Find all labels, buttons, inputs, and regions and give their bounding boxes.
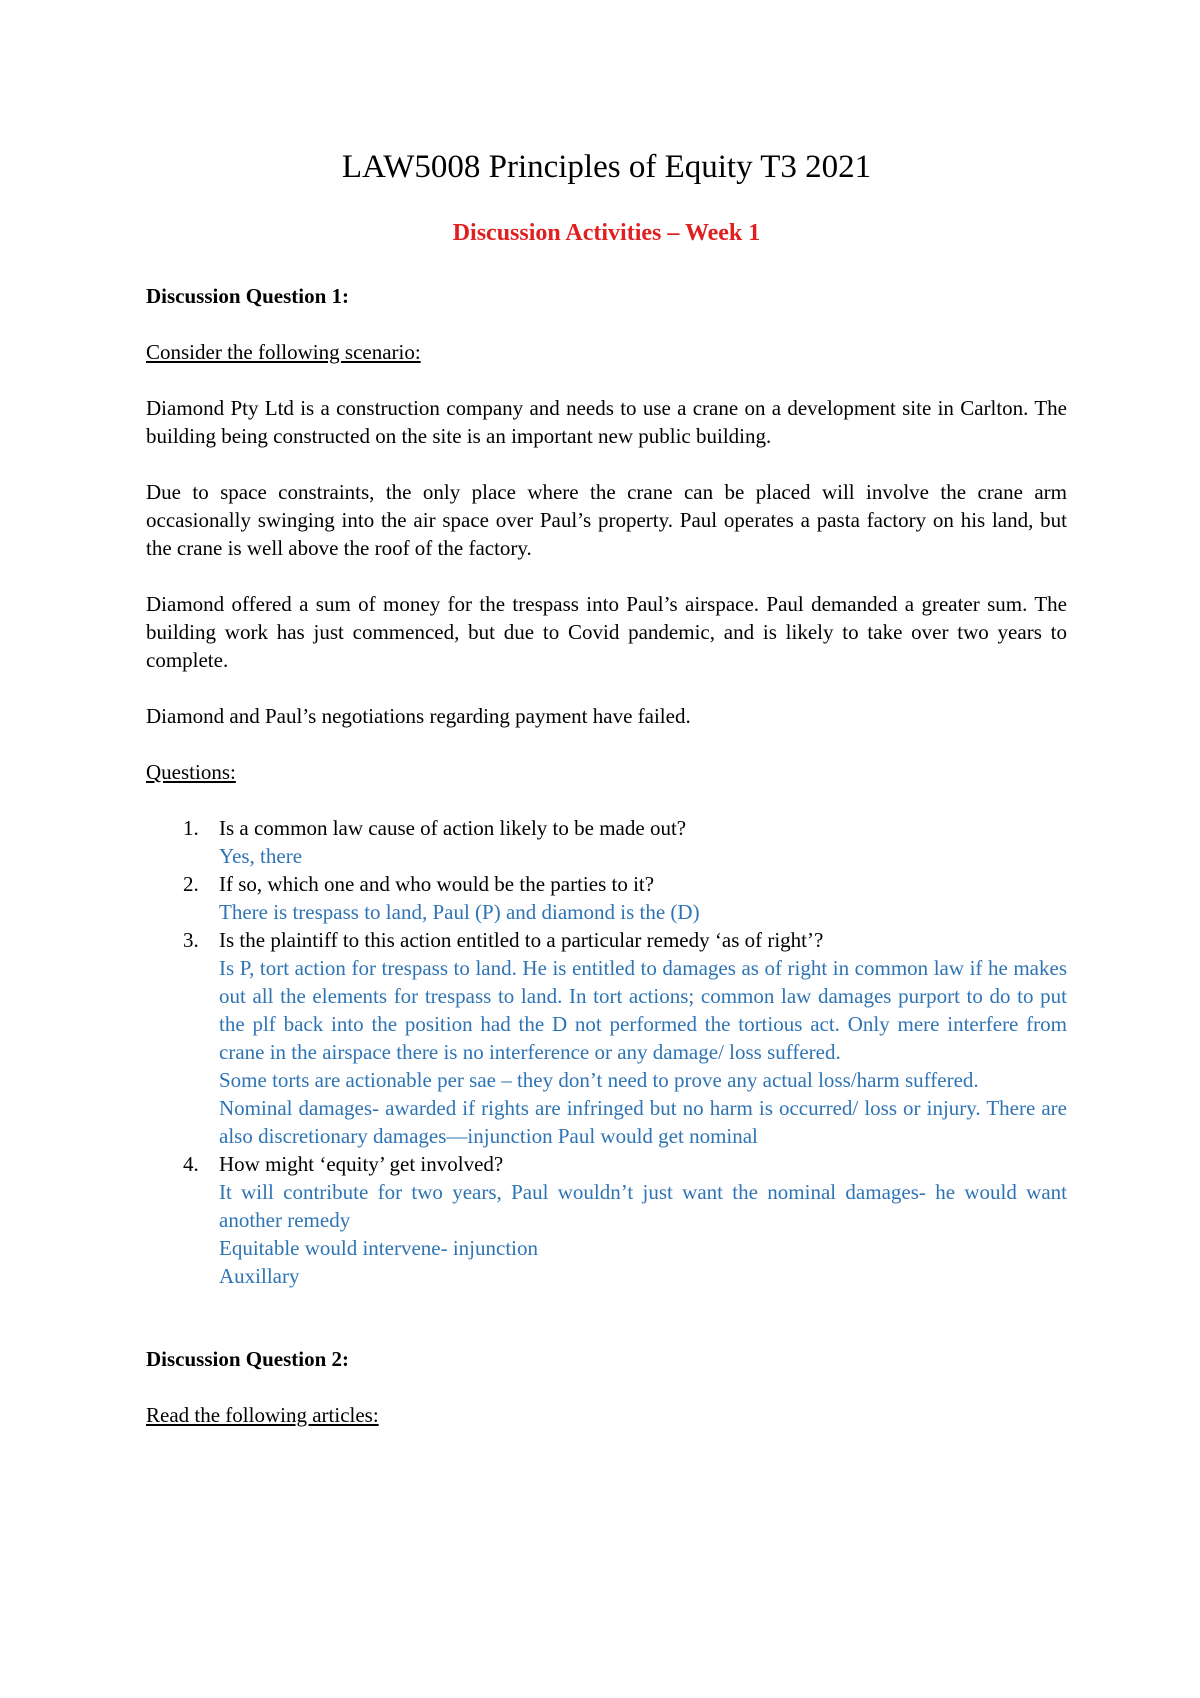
document-subtitle: Discussion Activities – Week 1 bbox=[452, 220, 761, 246]
scenario-paragraph: Diamond offered a sum of money for the trespass into Paul’s airspace. Paul demanded a greater sum. The building work has just commenced, but due to Covid pandemic, and is likely to take over two years to complete. bbox=[146, 592, 1067, 672]
scenario-paragraph: Due to space constraints, the only place where the crane can be placed will involve the crane arm occasionally swinging into the air space over Paul’s property. Paul operates a pasta factory on his land, but the crane is well above the roof of the factory. bbox=[146, 480, 1067, 560]
question-item bbox=[146, 870, 1067, 926]
scenario-paragraph: Diamond and Paul’s negotiations regarding payment have failed. bbox=[146, 704, 691, 728]
question-number: 2. bbox=[183, 872, 199, 896]
questions-list bbox=[146, 814, 1067, 1290]
question-text: If so, which one and who would be the parties to it? bbox=[219, 872, 655, 896]
question-number: 4. bbox=[183, 1152, 199, 1176]
answer-text: Equitable would intervene- injunction bbox=[219, 1236, 538, 1260]
question-number: 3. bbox=[183, 928, 199, 952]
question-item bbox=[146, 926, 1067, 1150]
question-2-heading: Discussion Question 2: bbox=[146, 1347, 350, 1371]
answer-text: Auxillary bbox=[219, 1264, 300, 1288]
question-number: 1. bbox=[183, 816, 199, 840]
question-text: How might ‘equity’ get involved? bbox=[219, 1152, 504, 1176]
scenario-paragraph: Diamond Pty Ltd is a construction company and needs to use a crane on a development site in Carlton. The building being constructed on the site is an important new public building. bbox=[146, 396, 1067, 448]
question-1-heading: Discussion Question 1: bbox=[146, 284, 350, 308]
question-text: Is a common law cause of action likely to be made out? bbox=[219, 816, 687, 840]
answer-text: There is trespass to land, Paul (P) and diamond is the (D) bbox=[219, 900, 700, 924]
question-item bbox=[146, 814, 1067, 870]
question-text: Is the plaintiff to this action entitled to a particular remedy ‘as of right’? bbox=[219, 928, 824, 952]
answer-text: Nominal damages- awarded if rights are infringed but no harm is occurred/ loss or injury. There are also discretionary damages—injunction Paul would get nominal bbox=[219, 1096, 1067, 1148]
questions-label: Questions: bbox=[146, 760, 236, 784]
answer-text: Yes, there bbox=[219, 844, 303, 868]
answer-text: It will contribute for two years, Paul wouldn’t just want the nominal damages- he would want another remedy bbox=[219, 1180, 1067, 1232]
document-title: LAW5008 Principles of Equity T3 2021 bbox=[341, 149, 872, 185]
answer-text: Is P, tort action for trespass to land. He is entitled to damages as of right in common law if he makes out all the elements for trespass to land. In tort actions; common law damages purport to do to put the plf back into the position had the D not performed the tortious act. Only mere interfere from crane in the airspace there is no interference or any damage/ loss suffered. bbox=[219, 956, 1067, 1064]
answer-text: Some torts are actionable per sae – they don’t need to prove any actual loss/harm suffered. bbox=[219, 1068, 979, 1092]
question-item bbox=[146, 1150, 1067, 1290]
read-articles-label: Read the following articles: bbox=[146, 1403, 379, 1427]
scenario-label: Consider the following scenario: bbox=[146, 340, 421, 364]
